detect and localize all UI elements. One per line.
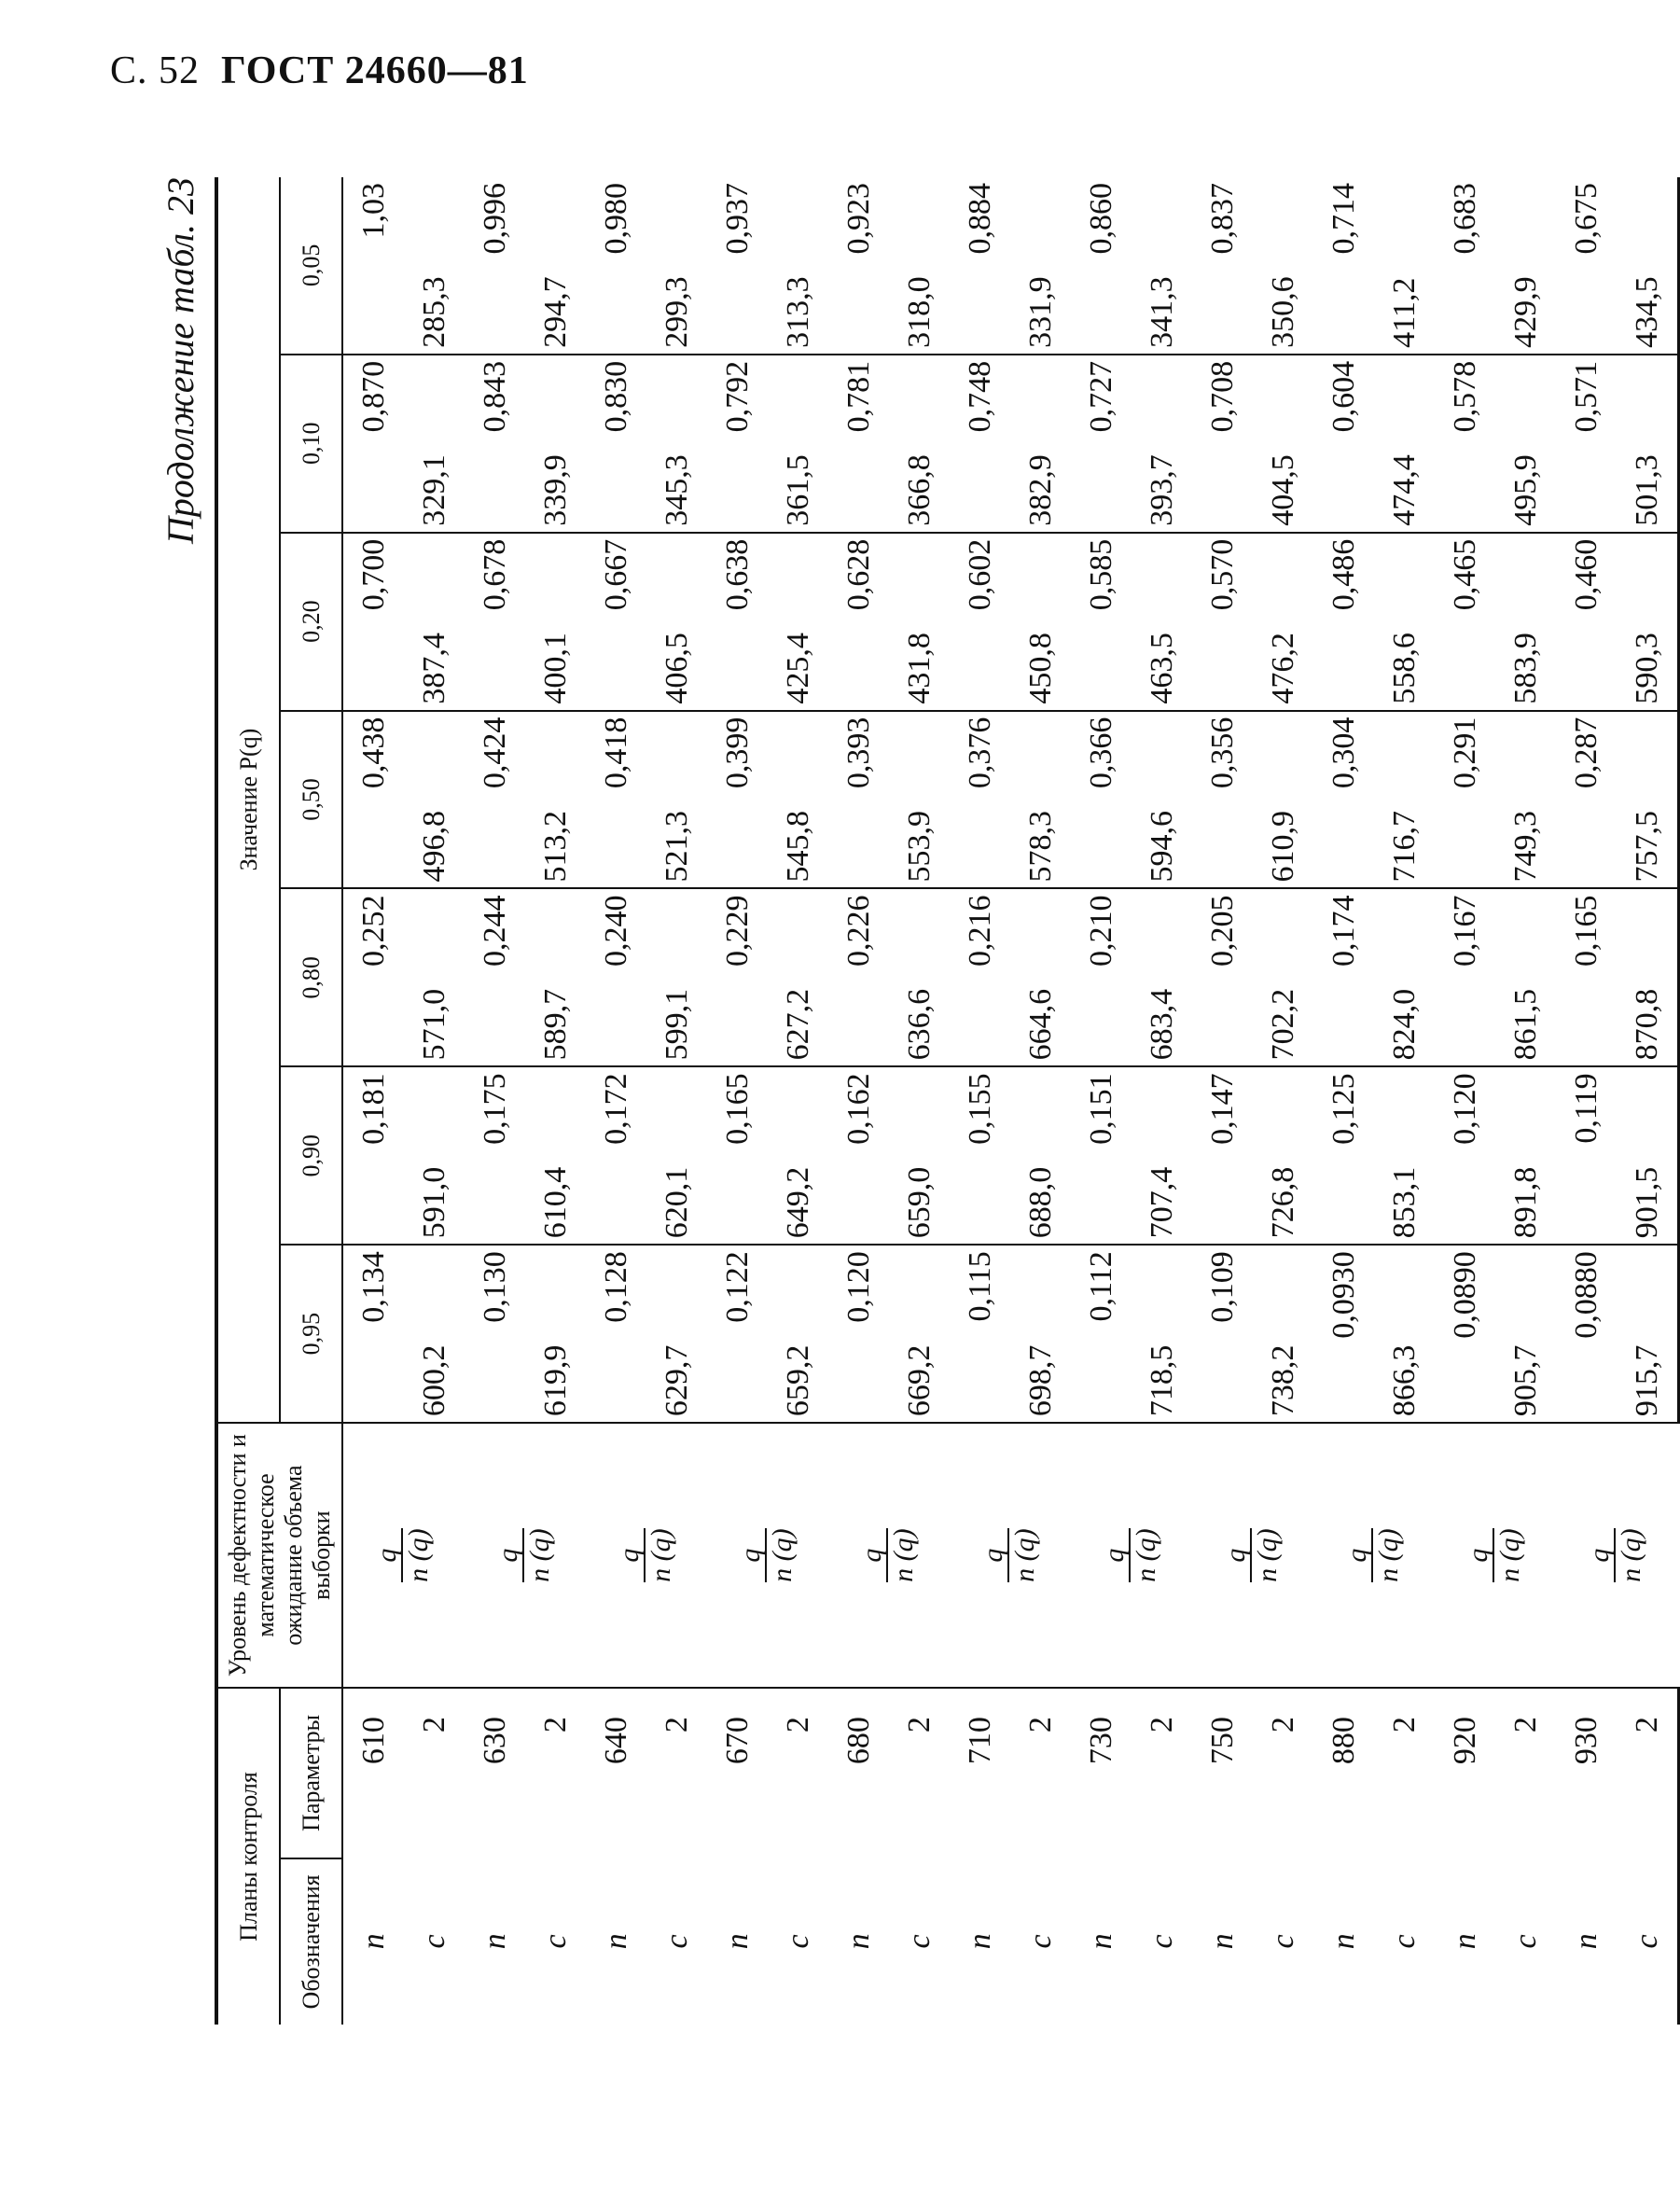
- designation-cell: c: [1617, 1858, 1679, 2025]
- header-pq-value: 0,90: [280, 1066, 342, 1245]
- value-cell: 0,675: [1556, 177, 1617, 355]
- header-pq-value: 0,20: [280, 533, 342, 711]
- designation-cell: c: [537, 1934, 573, 1949]
- data-table: [215, 177, 1680, 2025]
- table-row: [1495, 177, 1556, 2025]
- value-cell: 318,0: [889, 177, 950, 355]
- value-cell: 0,884: [950, 177, 1010, 355]
- level-nq: n (q): [1493, 1528, 1525, 1582]
- value-cell: 299,3: [646, 177, 707, 355]
- level-cell: [1192, 1423, 1313, 1688]
- value-cell: 0,781: [828, 355, 889, 533]
- value-cell: 0,748: [950, 355, 1010, 533]
- table-row: [950, 177, 1010, 2025]
- designation-cell: n: [962, 1933, 997, 1950]
- parameter-cell: 920: [1447, 1717, 1482, 1765]
- designation-cell: n: [1568, 1933, 1604, 1950]
- value-cell: 0,923: [828, 177, 889, 355]
- value-cell: 718,5: [1132, 1245, 1192, 1423]
- value-cell: 0,399: [707, 711, 768, 889]
- parameter-cell: 610: [355, 1717, 391, 1765]
- value-cell: 0,356: [1192, 711, 1253, 889]
- table-caption: Продолжение табл. 23: [160, 177, 201, 545]
- value-cell: 285,3: [404, 177, 465, 355]
- parameter-cell: 750: [1204, 1717, 1240, 1765]
- value-cell: 404,5: [1253, 355, 1313, 533]
- standard-number: ГОСТ 24660—81: [221, 49, 529, 92]
- value-cell: 599,1: [646, 888, 707, 1066]
- parameter-cell: 2: [1265, 1717, 1300, 1733]
- header-pq-value: 0,10: [280, 355, 342, 533]
- level-cell: [342, 1423, 465, 1688]
- level-fraction: [370, 1528, 434, 1582]
- value-cell: 387,4: [404, 533, 465, 711]
- header-pq-value: 0,05: [280, 177, 342, 355]
- parameter-cell: 2: [659, 1717, 694, 1733]
- value-cell: 341,3: [1132, 177, 1192, 355]
- value-cell: 0,181: [342, 1066, 404, 1245]
- level-nq: n (q): [1616, 1528, 1647, 1582]
- value-cell: 0,708: [1192, 355, 1253, 533]
- value-cell: 901,5: [1617, 1066, 1679, 1245]
- level-nq: n (q): [402, 1528, 434, 1582]
- value-cell: 0,571: [1556, 355, 1617, 533]
- value-cell: 411,2: [1374, 177, 1435, 355]
- value-cell: 0,714: [1313, 177, 1374, 355]
- value-cell: 0,638: [707, 533, 768, 711]
- value-cell: 0,120: [1435, 1066, 1495, 1245]
- value-cell: 329,1: [404, 355, 465, 533]
- value-cell: 0,0880: [1556, 1245, 1617, 1423]
- level-nq: n (q): [645, 1528, 676, 1582]
- table-row: [1556, 177, 1617, 2025]
- rotated-table-block: [159, 177, 1664, 2025]
- table-row: [646, 177, 707, 2025]
- level-q: q: [1340, 1548, 1372, 1563]
- parameter-cell: 2: [901, 1717, 937, 1733]
- level-cell: [1556, 1423, 1679, 1688]
- designation-cell: n: [1326, 1933, 1361, 1950]
- level-fraction: [1219, 1528, 1283, 1582]
- value-cell: 0,460: [1556, 533, 1617, 711]
- table-row: [1374, 177, 1435, 2025]
- level-cell: [1313, 1423, 1435, 1688]
- value-cell: 0,585: [1071, 533, 1132, 711]
- designation-cell: c: [416, 1934, 451, 1949]
- level-q: q: [977, 1548, 1008, 1563]
- page-number: С. 52: [110, 49, 201, 92]
- designation-cell: c: [1022, 1934, 1058, 1949]
- value-cell: 0,130: [465, 1245, 525, 1423]
- value-cell: 0,870: [342, 355, 404, 533]
- value-cell: 429,9: [1495, 177, 1556, 355]
- designation-cell: n: [598, 1933, 633, 1950]
- value-cell: 0,937: [707, 177, 768, 355]
- value-cell: 627,2: [768, 888, 828, 1066]
- value-cell: 0,252: [342, 888, 404, 1066]
- table-row: [1010, 177, 1071, 2025]
- header-level: Уровень дефектности и математическое ожидание объема выборки: [216, 1423, 342, 1688]
- value-cell: 0,244: [465, 888, 525, 1066]
- table-row: [707, 177, 768, 2025]
- value-cell: 0,366: [1071, 711, 1132, 889]
- designation-cell: c: [901, 1934, 937, 1949]
- parameter-cell: 2: [416, 1717, 451, 1733]
- level-fraction: [1340, 1528, 1404, 1582]
- designation-cell: c: [1507, 1934, 1543, 1949]
- level-fraction: [1098, 1528, 1161, 1582]
- level-nq: n (q): [766, 1528, 798, 1582]
- parameter-cell: 2: [1022, 1717, 1058, 1733]
- value-cell: 431,8: [889, 533, 950, 711]
- table-row: [1132, 177, 1192, 2025]
- table-header: [216, 177, 342, 2025]
- designation-cell: n: [840, 1933, 876, 1950]
- parameter-cell: 930: [1568, 1717, 1604, 1765]
- value-cell: 0,727: [1071, 355, 1132, 533]
- value-cell: 0,628: [828, 533, 889, 711]
- level-q: q: [1584, 1548, 1616, 1563]
- value-cell: 590,3: [1617, 533, 1679, 711]
- value-cell: 629,7: [646, 1245, 707, 1423]
- header-pq-value: 0,80: [280, 888, 342, 1066]
- level-q: q: [492, 1548, 523, 1563]
- designation-cell: c: [659, 1934, 694, 1949]
- value-cell: 0,120: [828, 1245, 889, 1423]
- value-cell: 553,9: [889, 711, 950, 889]
- value-cell: 600,2: [404, 1245, 465, 1423]
- value-cell: 870,8: [1617, 888, 1679, 1066]
- value-cell: 688,0: [1010, 1066, 1071, 1245]
- value-cell: 558,6: [1374, 533, 1435, 711]
- value-cell: 0,830: [586, 355, 646, 533]
- value-cell: 669,2: [889, 1245, 950, 1423]
- level-q: q: [370, 1548, 402, 1563]
- value-cell: 0,683: [1435, 177, 1495, 355]
- designation-cell: n: [477, 1933, 512, 1950]
- table-row: [404, 177, 465, 2025]
- designation-cell: c: [1265, 1934, 1300, 1949]
- level-q: q: [613, 1548, 645, 1563]
- value-cell: 0,151: [1071, 1066, 1132, 1245]
- parameter-cell: 670: [719, 1717, 755, 1765]
- value-cell: 366,8: [889, 355, 950, 533]
- table-row: [1192, 177, 1253, 2025]
- table-row: [1617, 177, 1679, 2025]
- table-row: [465, 177, 525, 2025]
- header-pq: Значение P(q): [216, 177, 280, 1423]
- designation-cell: n: [719, 1933, 755, 1950]
- value-cell: 0,155: [950, 1066, 1010, 1245]
- level-nq: n (q): [1130, 1528, 1161, 1582]
- value-cell: 636,6: [889, 888, 950, 1066]
- level-fraction: [734, 1528, 798, 1582]
- level-nq: n (q): [887, 1528, 919, 1582]
- value-cell: 0,115: [950, 1245, 1010, 1423]
- parameter-cell: 2: [1144, 1717, 1179, 1733]
- value-cell: 578,3: [1010, 711, 1071, 889]
- value-cell: 0,376: [950, 711, 1010, 889]
- value-cell: 294,7: [525, 177, 586, 355]
- value-cell: 866,3: [1374, 1245, 1435, 1423]
- level-nq: n (q): [523, 1528, 555, 1582]
- parameter-cell: 2: [780, 1717, 815, 1733]
- value-cell: 0,210: [1071, 888, 1132, 1066]
- header-designations: Обозначения: [280, 1858, 342, 2025]
- value-cell: 0,604: [1313, 355, 1374, 533]
- value-cell: 0,205: [1192, 888, 1253, 1066]
- header-plans: Планы контроля: [216, 1688, 280, 2025]
- header-pq-row: [280, 177, 342, 2025]
- level-q: q: [1219, 1548, 1251, 1563]
- value-cell: 683,4: [1132, 888, 1192, 1066]
- parameter-cell: 640: [598, 1717, 633, 1765]
- value-cell: 659,2: [768, 1245, 828, 1423]
- page-header: [110, 49, 529, 93]
- value-cell: 0,134: [342, 1245, 404, 1423]
- value-cell: 0,165: [707, 1066, 768, 1245]
- parameter-cell: 2: [1386, 1717, 1422, 1733]
- value-cell: 474,4: [1374, 355, 1435, 533]
- parameter-cell: 630: [477, 1717, 512, 1765]
- table-row: [586, 177, 646, 2025]
- table-row: [1253, 177, 1313, 2025]
- value-cell: 545,8: [768, 711, 828, 889]
- value-cell: 345,3: [646, 355, 707, 533]
- value-cell: 393,7: [1132, 355, 1192, 533]
- parameter-cell: 710: [962, 1717, 997, 1765]
- value-cell: 0,287: [1556, 711, 1617, 889]
- value-cell: 0,570: [1192, 533, 1253, 711]
- value-cell: 0,229: [707, 888, 768, 1066]
- value-cell: 589,7: [525, 888, 586, 1066]
- value-cell: 716,7: [1374, 711, 1435, 889]
- value-cell: 0,837: [1192, 177, 1253, 355]
- value-cell: 0,860: [1071, 177, 1132, 355]
- level-fraction: [494, 1528, 554, 1581]
- value-cell: 649,2: [768, 1066, 828, 1245]
- value-cell: 0,216: [950, 888, 1010, 1066]
- value-cell: 0,172: [586, 1066, 646, 1245]
- designation-cell: n: [355, 1933, 391, 1950]
- header-parameters: Параметры: [280, 1688, 342, 1858]
- value-cell: 0,167: [1435, 888, 1495, 1066]
- value-cell: 915,7: [1617, 1245, 1679, 1423]
- table-row: [1313, 177, 1374, 2025]
- value-cell: 619,9: [525, 1245, 586, 1423]
- level-q: q: [1462, 1548, 1493, 1563]
- value-cell: 0,424: [465, 711, 525, 889]
- value-cell: 702,2: [1253, 888, 1313, 1066]
- value-cell: 0,792: [707, 355, 768, 533]
- level-cell: [465, 1423, 586, 1688]
- table-row: [1435, 177, 1495, 2025]
- value-cell: 0,0890: [1435, 1245, 1495, 1423]
- value-cell: 495,9: [1495, 355, 1556, 533]
- table-row: [889, 177, 950, 2025]
- value-cell: 0,996: [465, 177, 525, 355]
- value-cell: 382,9: [1010, 355, 1071, 533]
- value-cell: 824,0: [1374, 888, 1435, 1066]
- value-cell: 610,9: [1253, 711, 1313, 889]
- level-cell: [828, 1423, 950, 1688]
- value-cell: 726,8: [1253, 1066, 1313, 1245]
- table-row: [828, 177, 889, 2025]
- value-cell: 749,3: [1495, 711, 1556, 889]
- value-cell: 0,175: [465, 1066, 525, 1245]
- value-cell: 0,162: [828, 1066, 889, 1245]
- designation-cell: c: [780, 1934, 815, 1949]
- level-fraction: [1586, 1528, 1645, 1581]
- level-nq: n (q): [1008, 1528, 1040, 1582]
- value-cell: 406,5: [646, 533, 707, 711]
- value-cell: 361,5: [768, 355, 828, 533]
- value-cell: 434,5: [1617, 177, 1679, 355]
- value-cell: 664,6: [1010, 888, 1071, 1066]
- level-q: q: [1098, 1548, 1130, 1563]
- value-cell: 891,8: [1495, 1066, 1556, 1245]
- value-cell: 400,1: [525, 533, 586, 711]
- table-row: [1071, 177, 1132, 2025]
- table-row: [342, 177, 404, 2025]
- level-cell: [950, 1423, 1071, 1688]
- value-cell: 350,6: [1253, 177, 1313, 355]
- designation-cell: c: [1386, 1934, 1422, 1949]
- value-cell: 0,119: [1556, 1066, 1617, 1245]
- designation-cell: c: [1144, 1934, 1179, 1949]
- designation-cell: n: [1083, 1933, 1118, 1950]
- value-cell: 331,9: [1010, 177, 1071, 355]
- value-cell: 313,3: [768, 177, 828, 355]
- value-cell: 0,980: [586, 177, 646, 355]
- value-cell: 620,1: [646, 1066, 707, 1245]
- value-cell: 501,3: [1617, 355, 1679, 533]
- value-cell: 450,8: [1010, 533, 1071, 711]
- value-cell: 591,0: [404, 1066, 465, 1245]
- value-cell: 571,0: [404, 888, 465, 1066]
- value-cell: 0,112: [1071, 1245, 1132, 1423]
- parameter-cell: 2: [1617, 1688, 1679, 1858]
- value-cell: 0,304: [1313, 711, 1374, 889]
- value-cell: 707,4: [1132, 1066, 1192, 1245]
- table-body: [342, 177, 1679, 2025]
- value-cell: 0,122: [707, 1245, 768, 1423]
- parameter-cell: 880: [1326, 1717, 1361, 1765]
- value-cell: 0,109: [1192, 1245, 1253, 1423]
- value-cell: 698,7: [1010, 1245, 1071, 1423]
- designation-cell: n: [1204, 1933, 1240, 1950]
- value-cell: 583,9: [1495, 533, 1556, 711]
- level-cell: [1435, 1423, 1556, 1688]
- level-fraction: [613, 1528, 676, 1582]
- value-cell: 0,128: [586, 1245, 646, 1423]
- value-cell: 738,2: [1253, 1245, 1313, 1423]
- value-cell: 0,125: [1313, 1066, 1374, 1245]
- value-cell: 521,3: [646, 711, 707, 889]
- value-cell: 0,174: [1313, 888, 1374, 1066]
- value-cell: 594,6: [1132, 711, 1192, 889]
- level-cell: [586, 1423, 707, 1688]
- level-q: q: [734, 1548, 766, 1563]
- value-cell: 425,4: [768, 533, 828, 711]
- value-cell: 0,438: [342, 711, 404, 889]
- level-fraction: [979, 1528, 1039, 1581]
- value-cell: 0,678: [465, 533, 525, 711]
- header-pq-value: 0,50: [280, 711, 342, 889]
- value-cell: 0,240: [586, 888, 646, 1066]
- level-fraction: [855, 1528, 919, 1582]
- value-cell: 0,578: [1435, 355, 1495, 533]
- value-cell: 610,4: [525, 1066, 586, 1245]
- value-cell: 0,486: [1313, 533, 1374, 711]
- value-cell: 339,9: [525, 355, 586, 533]
- value-cell: 757,5: [1617, 711, 1679, 889]
- level-nq: n (q): [1251, 1528, 1283, 1582]
- value-cell: 0,0930: [1313, 1245, 1374, 1423]
- value-cell: 513,2: [525, 711, 586, 889]
- header-pq-value: 0,95: [280, 1245, 342, 1423]
- value-cell: 0,165: [1556, 888, 1617, 1066]
- value-cell: 1,03: [342, 177, 404, 355]
- level-cell: [707, 1423, 828, 1688]
- value-cell: 0,700: [342, 533, 404, 711]
- parameter-cell: 730: [1083, 1717, 1118, 1765]
- value-cell: 0,226: [828, 888, 889, 1066]
- level-q: q: [855, 1548, 887, 1563]
- level-cell: [1071, 1423, 1192, 1688]
- value-cell: 0,843: [465, 355, 525, 533]
- value-cell: 0,465: [1435, 533, 1495, 711]
- level-fraction: [1462, 1528, 1525, 1582]
- table-row: [525, 177, 586, 2025]
- value-cell: 0,393: [828, 711, 889, 889]
- value-cell: 0,418: [586, 711, 646, 889]
- value-cell: 463,5: [1132, 533, 1192, 711]
- parameter-cell: 2: [537, 1717, 573, 1733]
- value-cell: 0,291: [1435, 711, 1495, 889]
- value-cell: 659,0: [889, 1066, 950, 1245]
- level-nq: n (q): [1372, 1528, 1404, 1582]
- value-cell: 476,2: [1253, 533, 1313, 711]
- value-cell: 861,5: [1495, 888, 1556, 1066]
- parameter-cell: 680: [840, 1717, 876, 1765]
- value-cell: 905,7: [1495, 1245, 1556, 1423]
- value-cell: 496,8: [404, 711, 465, 889]
- value-cell: 0,602: [950, 533, 1010, 711]
- value-cell: 853,1: [1374, 1066, 1435, 1245]
- designation-cell: n: [1447, 1933, 1482, 1950]
- value-cell: 0,667: [586, 533, 646, 711]
- parameter-cell: 2: [1507, 1717, 1543, 1733]
- value-cell: 0,147: [1192, 1066, 1253, 1245]
- table-row: [768, 177, 828, 2025]
